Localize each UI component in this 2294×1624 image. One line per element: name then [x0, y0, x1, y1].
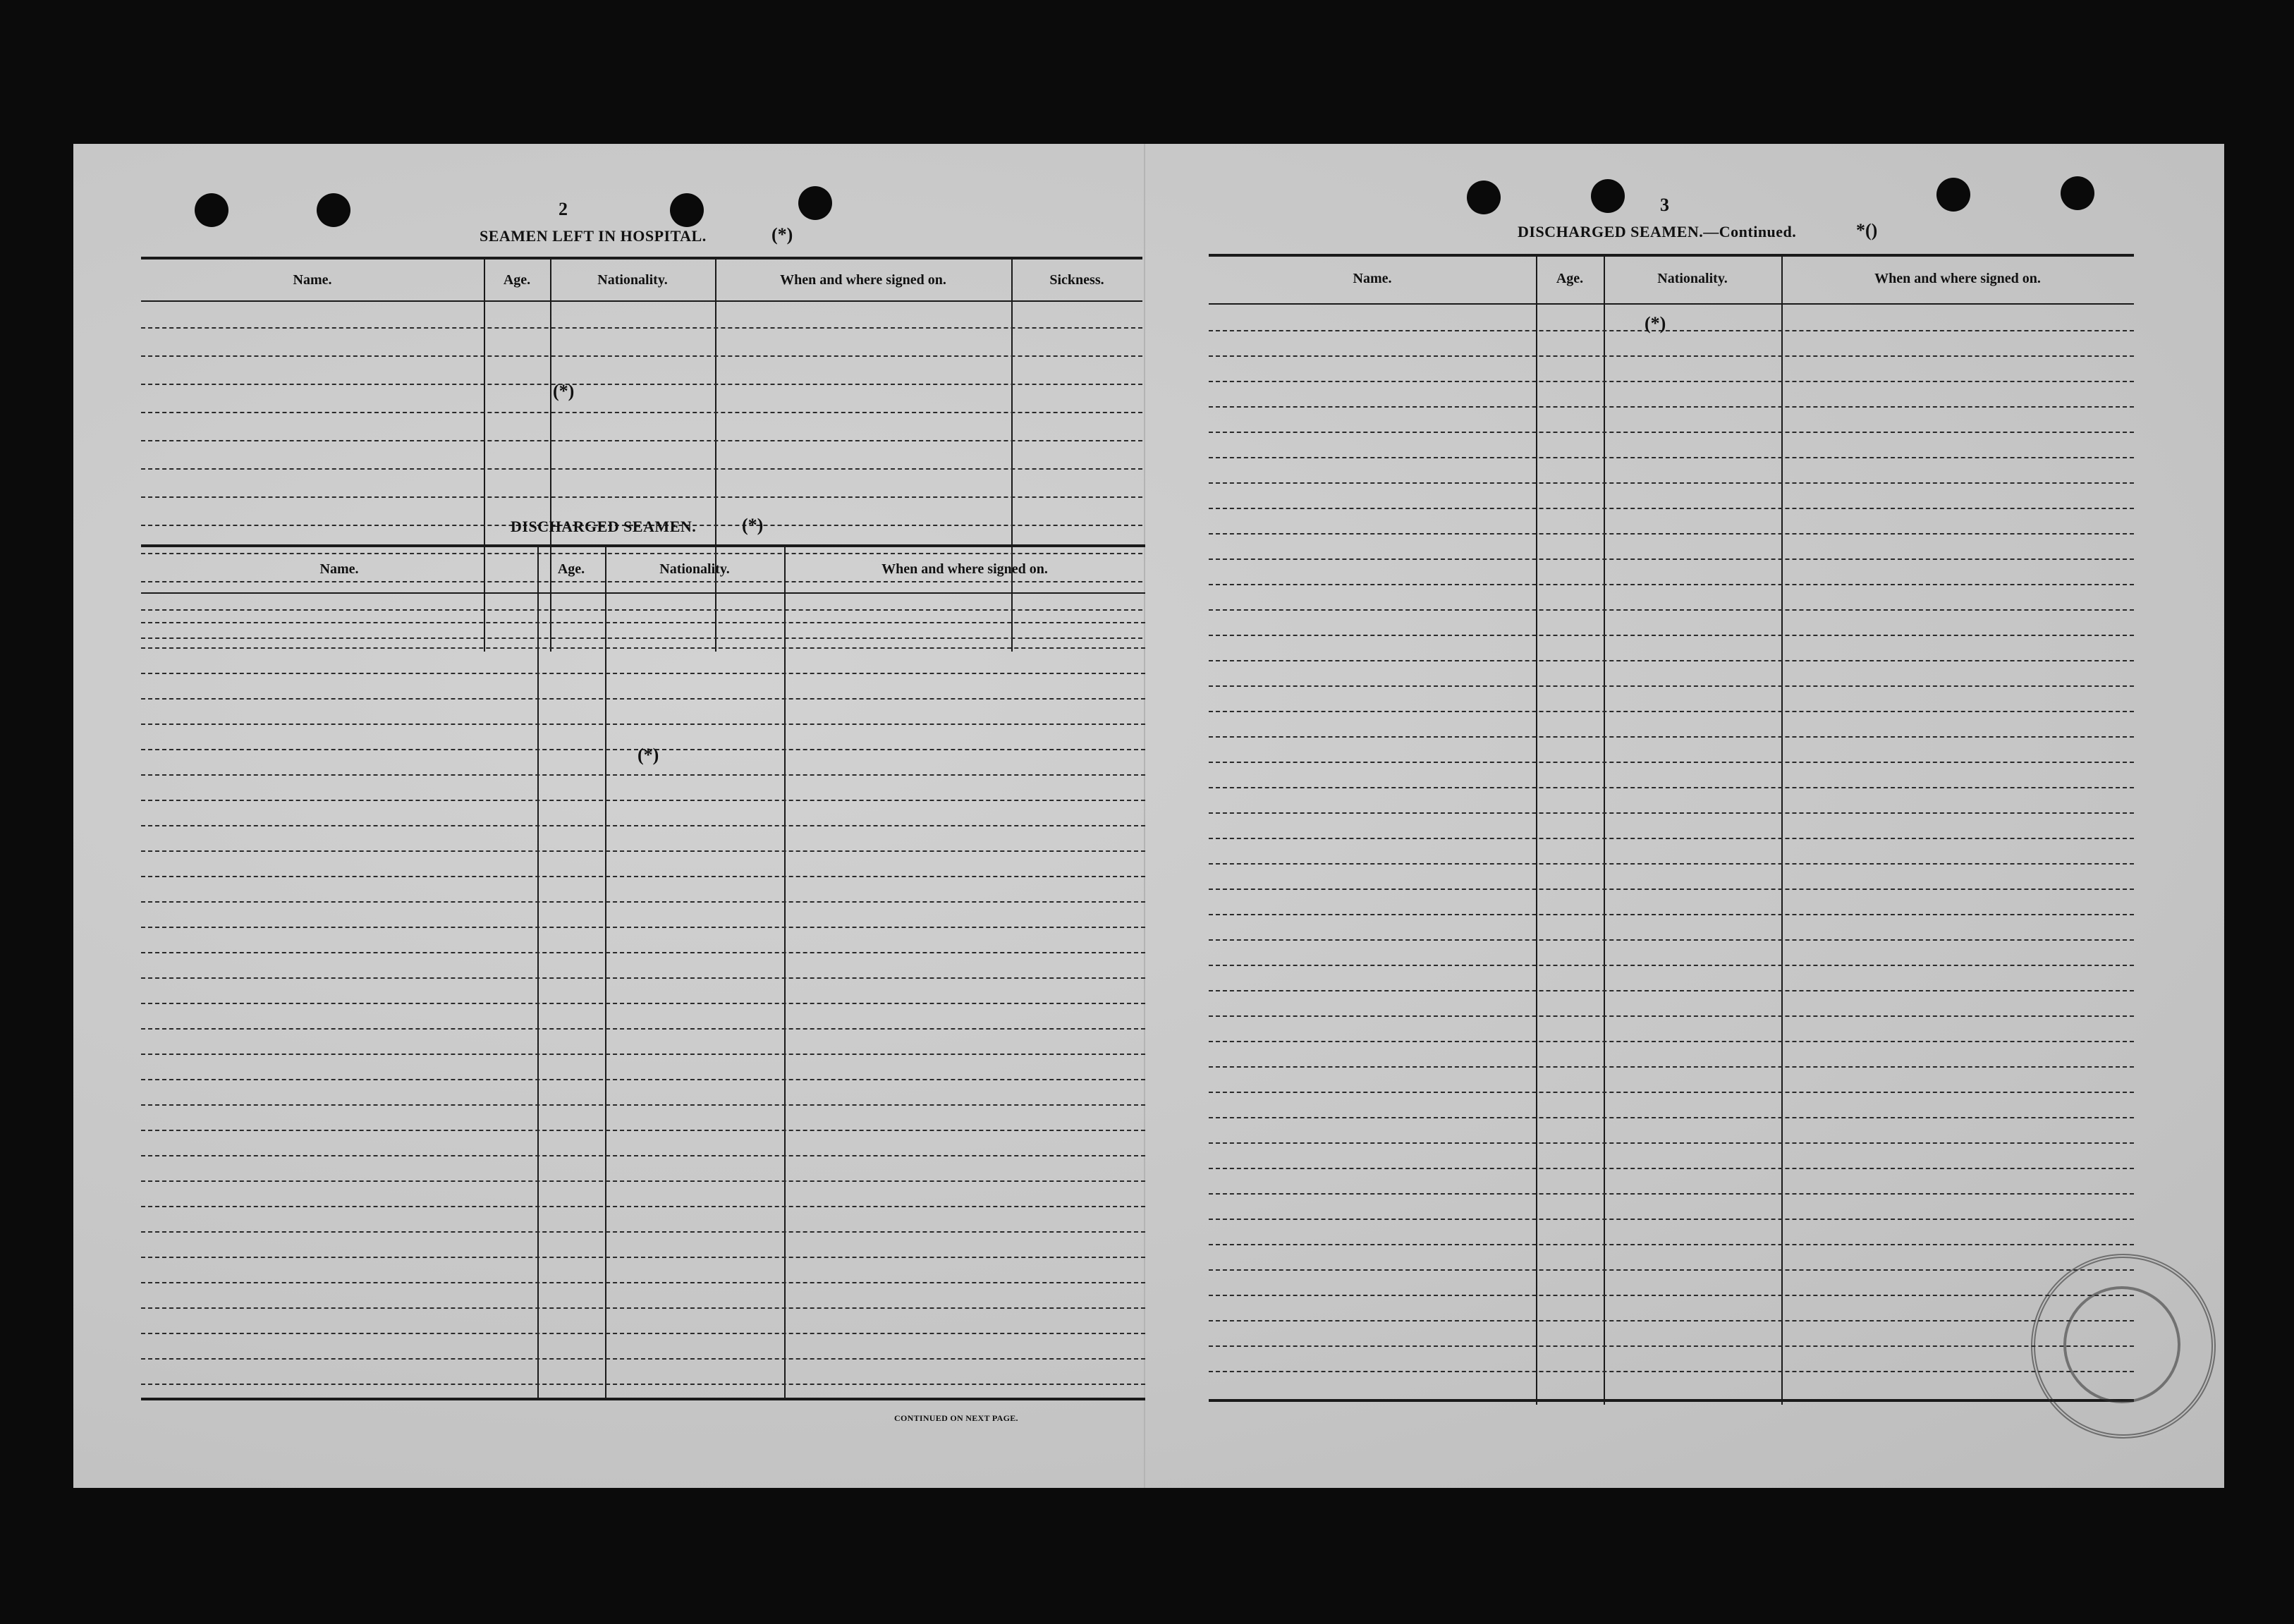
discharged-continued-col-name: Name. [1353, 271, 1392, 286]
left-page [73, 144, 1144, 1488]
hospital-col-nationality: Nationality. [597, 272, 668, 288]
discharged-continued-col-signed-on: When and where signed on. [1874, 271, 2041, 286]
hospital-col-name: Name. [293, 272, 332, 288]
continued-footer: CONTINUED ON NEXT PAGE. [894, 1413, 1018, 1423]
page-number: 2 [559, 199, 568, 219]
document-sheet [73, 144, 2224, 1488]
right-page [1145, 144, 2224, 1488]
discharged-body-marker: (*) [637, 745, 659, 765]
discharged-marker: (*) [742, 515, 764, 535]
discharged-continued-col-age: Age. [1556, 271, 1584, 286]
hospital-marker: (*) [771, 224, 793, 245]
discharged-continued-table [1209, 254, 2134, 1410]
ink-stamp [2031, 1254, 2216, 1439]
hospital-heading: SEAMEN LEFT IN HOSPITAL. [480, 227, 707, 245]
discharged-col-signed-on: When and where signed on. [881, 561, 1048, 577]
discharged-col-name: Name. [319, 561, 359, 577]
discharged-continued-marker: *() [1856, 220, 1878, 240]
hospital-col-sickness: Sickness. [1049, 272, 1104, 288]
discharged-table [141, 544, 1145, 1403]
hospital-col-age: Age. [503, 272, 531, 288]
discharged-heading: DISCHARGED SEAMEN. [511, 518, 697, 535]
discharged-continued-body-marker: (*) [1645, 313, 1666, 334]
discharged-col-nationality: Nationality. [659, 561, 730, 577]
hospital-body-marker: (*) [553, 381, 575, 401]
discharged-col-age: Age. [557, 561, 585, 577]
discharged-continued-col-nationality: Nationality. [1657, 271, 1728, 286]
discharged-continued-heading: DISCHARGED SEAMEN.—Continued. [1518, 223, 1797, 240]
hospital-col-signed-on: When and where signed on. [780, 272, 946, 288]
page-number: 3 [1660, 195, 1669, 215]
